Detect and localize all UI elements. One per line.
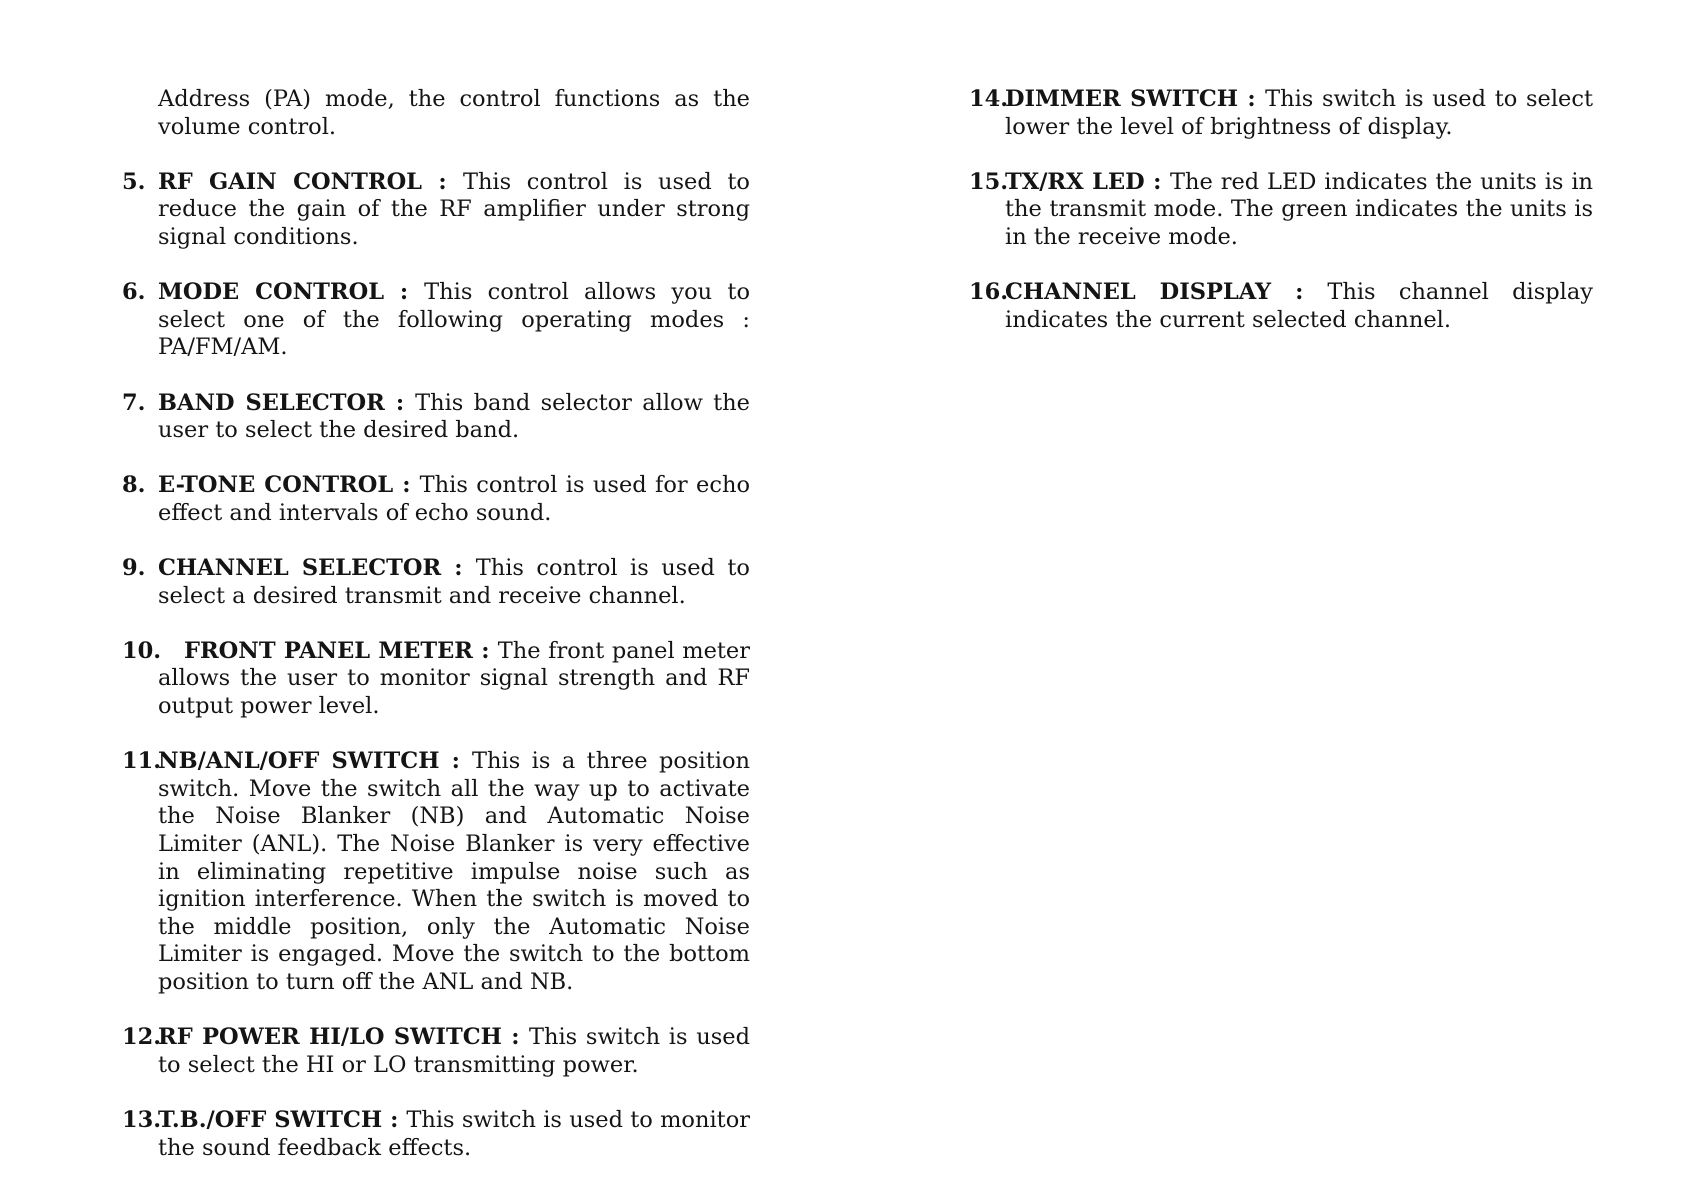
item-number: 9. [122,555,146,582]
item-separator: : [1144,168,1171,195]
item-heading: NB/ANL/OFF SWITCH [158,748,440,775]
item-number: 7. [122,389,146,416]
item-heading: FRONT PANEL METER [184,637,473,664]
item-number: 8. [122,472,146,499]
list-item-15 [969,169,1593,252]
list-item-10 [122,638,750,721]
item-text: This channel display indicates the current selected channel. [1005,279,1593,333]
item-separator: : [1238,86,1266,112]
item-heading: RF POWER HI/LO SWITCH [158,1024,502,1051]
list-item-9 [122,555,750,610]
item-number: 12. [122,1024,162,1051]
list-item-12 [122,1024,750,1079]
list-item-11 [122,748,750,996]
item-text: This control allows you to select one of the following operating modes : PA/FM/AM. [158,279,750,361]
item-separator: : [501,1024,529,1051]
item-text: This control is used to reduce the gain of the RF amplifier under strong signal conditions. [158,168,750,250]
item-text: This control is used to select a desired transmit and receive channel. [158,555,750,609]
item-number: 10. [122,637,162,664]
continuation-paragraph [122,86,750,141]
list-item-14 [969,86,1593,141]
item-text: This switch is used to select the HI or LO transmitting power. [158,1024,750,1078]
item-separator: : [1271,279,1328,306]
list-item-8 [122,472,750,527]
item-number: 5. [122,168,146,195]
item-number: 14. [969,86,1009,112]
right-column [969,86,1593,362]
item-heading: DIMMER SWITCH [1005,86,1239,112]
item-separator: : [382,1106,407,1133]
item-number: 6. [122,279,146,306]
left-column [122,86,750,1190]
item-number: 15. [969,168,1009,195]
item-heading: E-TONE CONTROL [158,472,394,499]
item-separator: : [472,637,498,664]
item-text: This switch is used to monitor the sound feedback effects. [158,1106,750,1161]
item-heading: BAND SELECTOR [158,389,385,416]
item-number: 16. [969,279,1009,306]
list-item-5 [122,169,750,252]
item-heading: MODE CONTROL [158,279,385,306]
item-separator: : [441,555,476,582]
list-item-7 [122,390,750,445]
item-text: This is a three position switch. Move the switch all the way up to activate the Noise Blanker (NB) and Automatic Noise Limiter (ANL). The Noise Blanker is very effective in eliminating repetitive impulse noise such as ignition interference. When the switch is moved to the middle position, only the Automatic Noise Limiter is engaged. Move the switch to the bottom position to turn off the ANL and NB. [158,748,750,995]
item-heading: T.B./OFF SWITCH [158,1106,383,1133]
item-separator: : [384,389,416,416]
item-text: The red LED indicates the units is in the transmit mode. The green indicates the units is in the receive mode. [1005,168,1593,250]
item-separator: : [422,168,463,195]
item-separator: : [393,472,420,499]
list-item-13 [122,1107,750,1162]
continuation-text: Address (PA) mode, the control functions as the volume control. [158,86,750,140]
list-item-16 [969,279,1593,334]
item-text: This control is used for echo effect and intervals of echo sound. [158,472,750,526]
item-heading: RF GAIN CONTROL [158,168,422,195]
item-heading: TX/RX LED [1005,168,1145,195]
list-item-6 [122,279,750,362]
item-text: This band selector allow the user to select the desired band. [158,389,750,444]
item-separator: : [384,279,425,306]
item-text: The front panel meter allows the user to monitor signal strength and RF output power level. [158,637,750,720]
item-heading: CHANNEL DISPLAY [1005,279,1272,306]
item-separator: : [439,748,472,775]
item-number: 11. [122,748,162,775]
item-number: 13. [122,1106,162,1133]
item-text: This switch is used to select lower the level of brightness of display. [1005,86,1593,140]
item-heading: CHANNEL SELECTOR [158,555,442,582]
